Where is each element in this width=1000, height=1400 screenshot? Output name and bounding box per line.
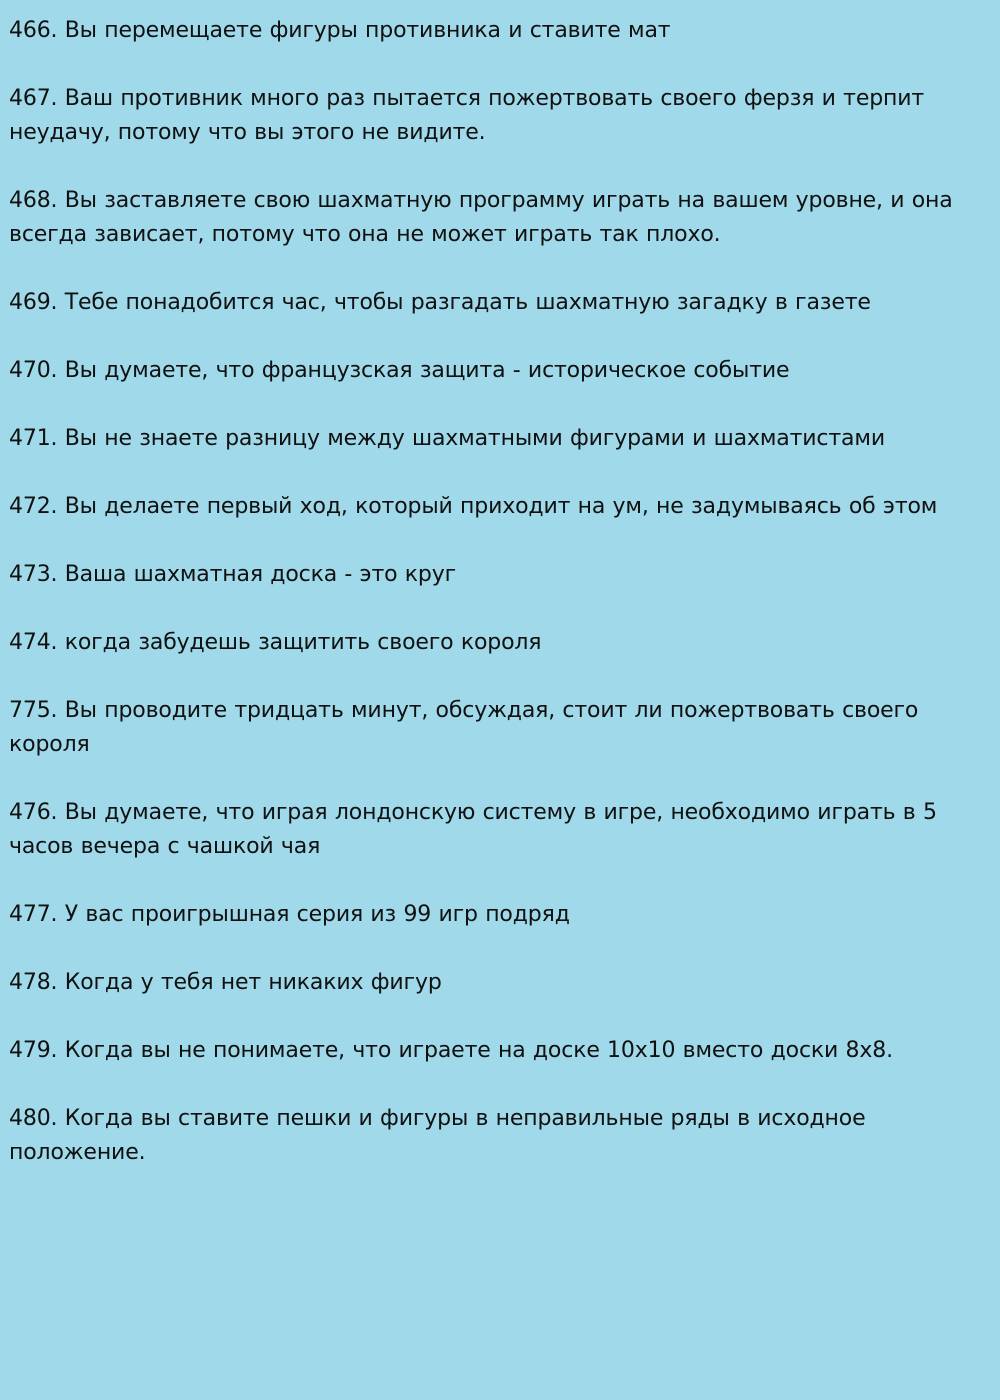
list-item: 775. Вы проводите тридцать минут, обсуждая, стоит ли пожертвовать своего короля	[9, 698, 919, 757]
list-item: 479. Когда вы не понимаете, что играете на доске 10x10 вместо доски 8x8.	[9, 1038, 893, 1063]
list-item: 468. Вы заставляете свою шахматную программу играть на вашем уровне, и она всегда зависает, потому что она не может играть так плохо.	[9, 188, 953, 247]
list-item: 473. Ваша шахматная доска - это круг	[9, 562, 457, 587]
list-item: 470. Вы думаете, что французская защита - историческое событие	[9, 358, 790, 383]
list-item: 476. Вы думаете, что играя лондонскую систему в игре, необходимо играть в 5 часов вечера с чашкой чая	[9, 800, 937, 859]
list-item: 471. Вы не знаете разницу между шахматными фигурами и шахматистами	[9, 426, 885, 451]
list-item: 478. Когда у тебя нет никаких фигур	[9, 970, 442, 995]
list-item: 477. У вас проигрышная серия из 99 игр подряд	[9, 902, 570, 927]
list-item: 466. Вы перемещаете фигуры противника и ставите мат	[9, 18, 671, 43]
list-item: 467. Ваш противник много раз пытается пожертвовать своего ферзя и терпит неудачу, потому что вы этого не видите.	[9, 86, 925, 145]
list-item: 474. когда забудешь защитить своего короля	[9, 630, 542, 655]
list-item: 480. Когда вы ставите пешки и фигуры в неправильные ряды в исходное положение.	[9, 1106, 866, 1165]
list-item: 469. Тебе понадобится час, чтобы разгадать шахматную загадку в газете	[9, 290, 871, 315]
list-item: 472. Вы делаете первый ход, который приходит на ум, не задумываясь об этом	[9, 494, 938, 519]
